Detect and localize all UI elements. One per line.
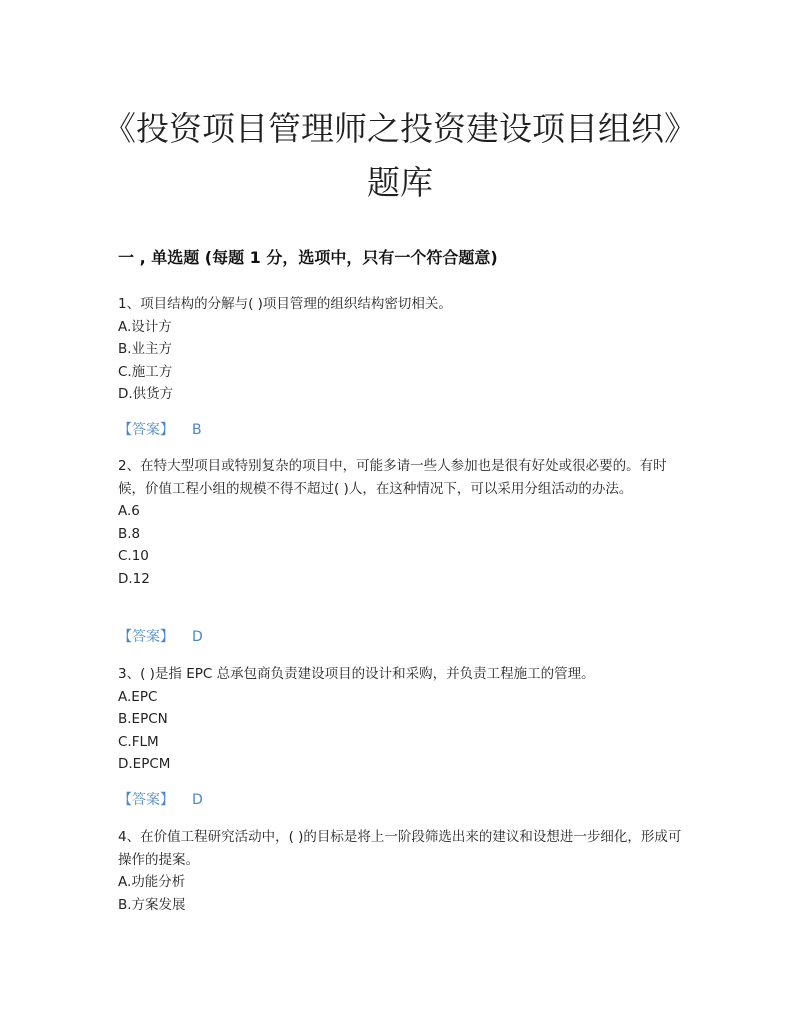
option-c: C.FLM [118,733,159,750]
option-a: A.设计方 [118,318,172,335]
question-1 [118,293,688,406]
section-heading: 一 , 单选题 (每题 1 分，选项中，只有一个符合题意) [118,248,498,267]
option-b: B.业主方 [118,341,173,357]
answer-label: 【答案】 [118,629,174,645]
answer-1 [118,419,202,441]
option-a: A.EPC [118,688,158,705]
option-a: A.6 [118,503,140,519]
question-3 [118,663,688,776]
option-b: B.8 [118,525,141,542]
option-b: B.EPCN [118,711,168,727]
answer-value: D [192,792,203,808]
question-4 [118,826,688,916]
answer-value: B [192,422,202,438]
answer-label: 【答案】 [118,422,174,438]
option-d: D.EPCM [118,756,171,772]
question-text: 1、项目结构的分解与( )项目管理的组织结构密切相关。 [118,296,452,312]
answer-label: 【答案】 [118,792,174,808]
answer-2 [118,626,203,648]
option-d: D.12 [118,570,150,587]
option-d: D.供货方 [118,386,174,402]
option-b: B.方案发展 [118,896,186,913]
question-text: 4、在价值工程研究活动中，( )的目标是将上一阶段筛选出来的建议和设想进一步细化，形成可操作的提案。 [118,829,682,868]
document-title: 《投资项目管理师之投资建设项目组织》题库 [103,109,697,202]
question-text: 2、在特大型项目或特别复杂的项目中，可能多请一些人参加也是很有好处或很必要的。有时候，价值工程小组的规模不得不超过( )人，在这种情况下，可以采用分组活动的办法。 [118,458,667,497]
answer-3 [118,789,203,811]
option-a: A.功能分析 [118,874,186,890]
option-c: C.施工方 [118,363,173,380]
question-2 [118,455,688,590]
option-c: C.10 [118,548,149,564]
question-text: 3、( )是指 EPC 总承包商负责建设项目的设计和采购，并负责工程施工的管理。 [118,666,595,682]
answer-value: D [192,629,203,645]
